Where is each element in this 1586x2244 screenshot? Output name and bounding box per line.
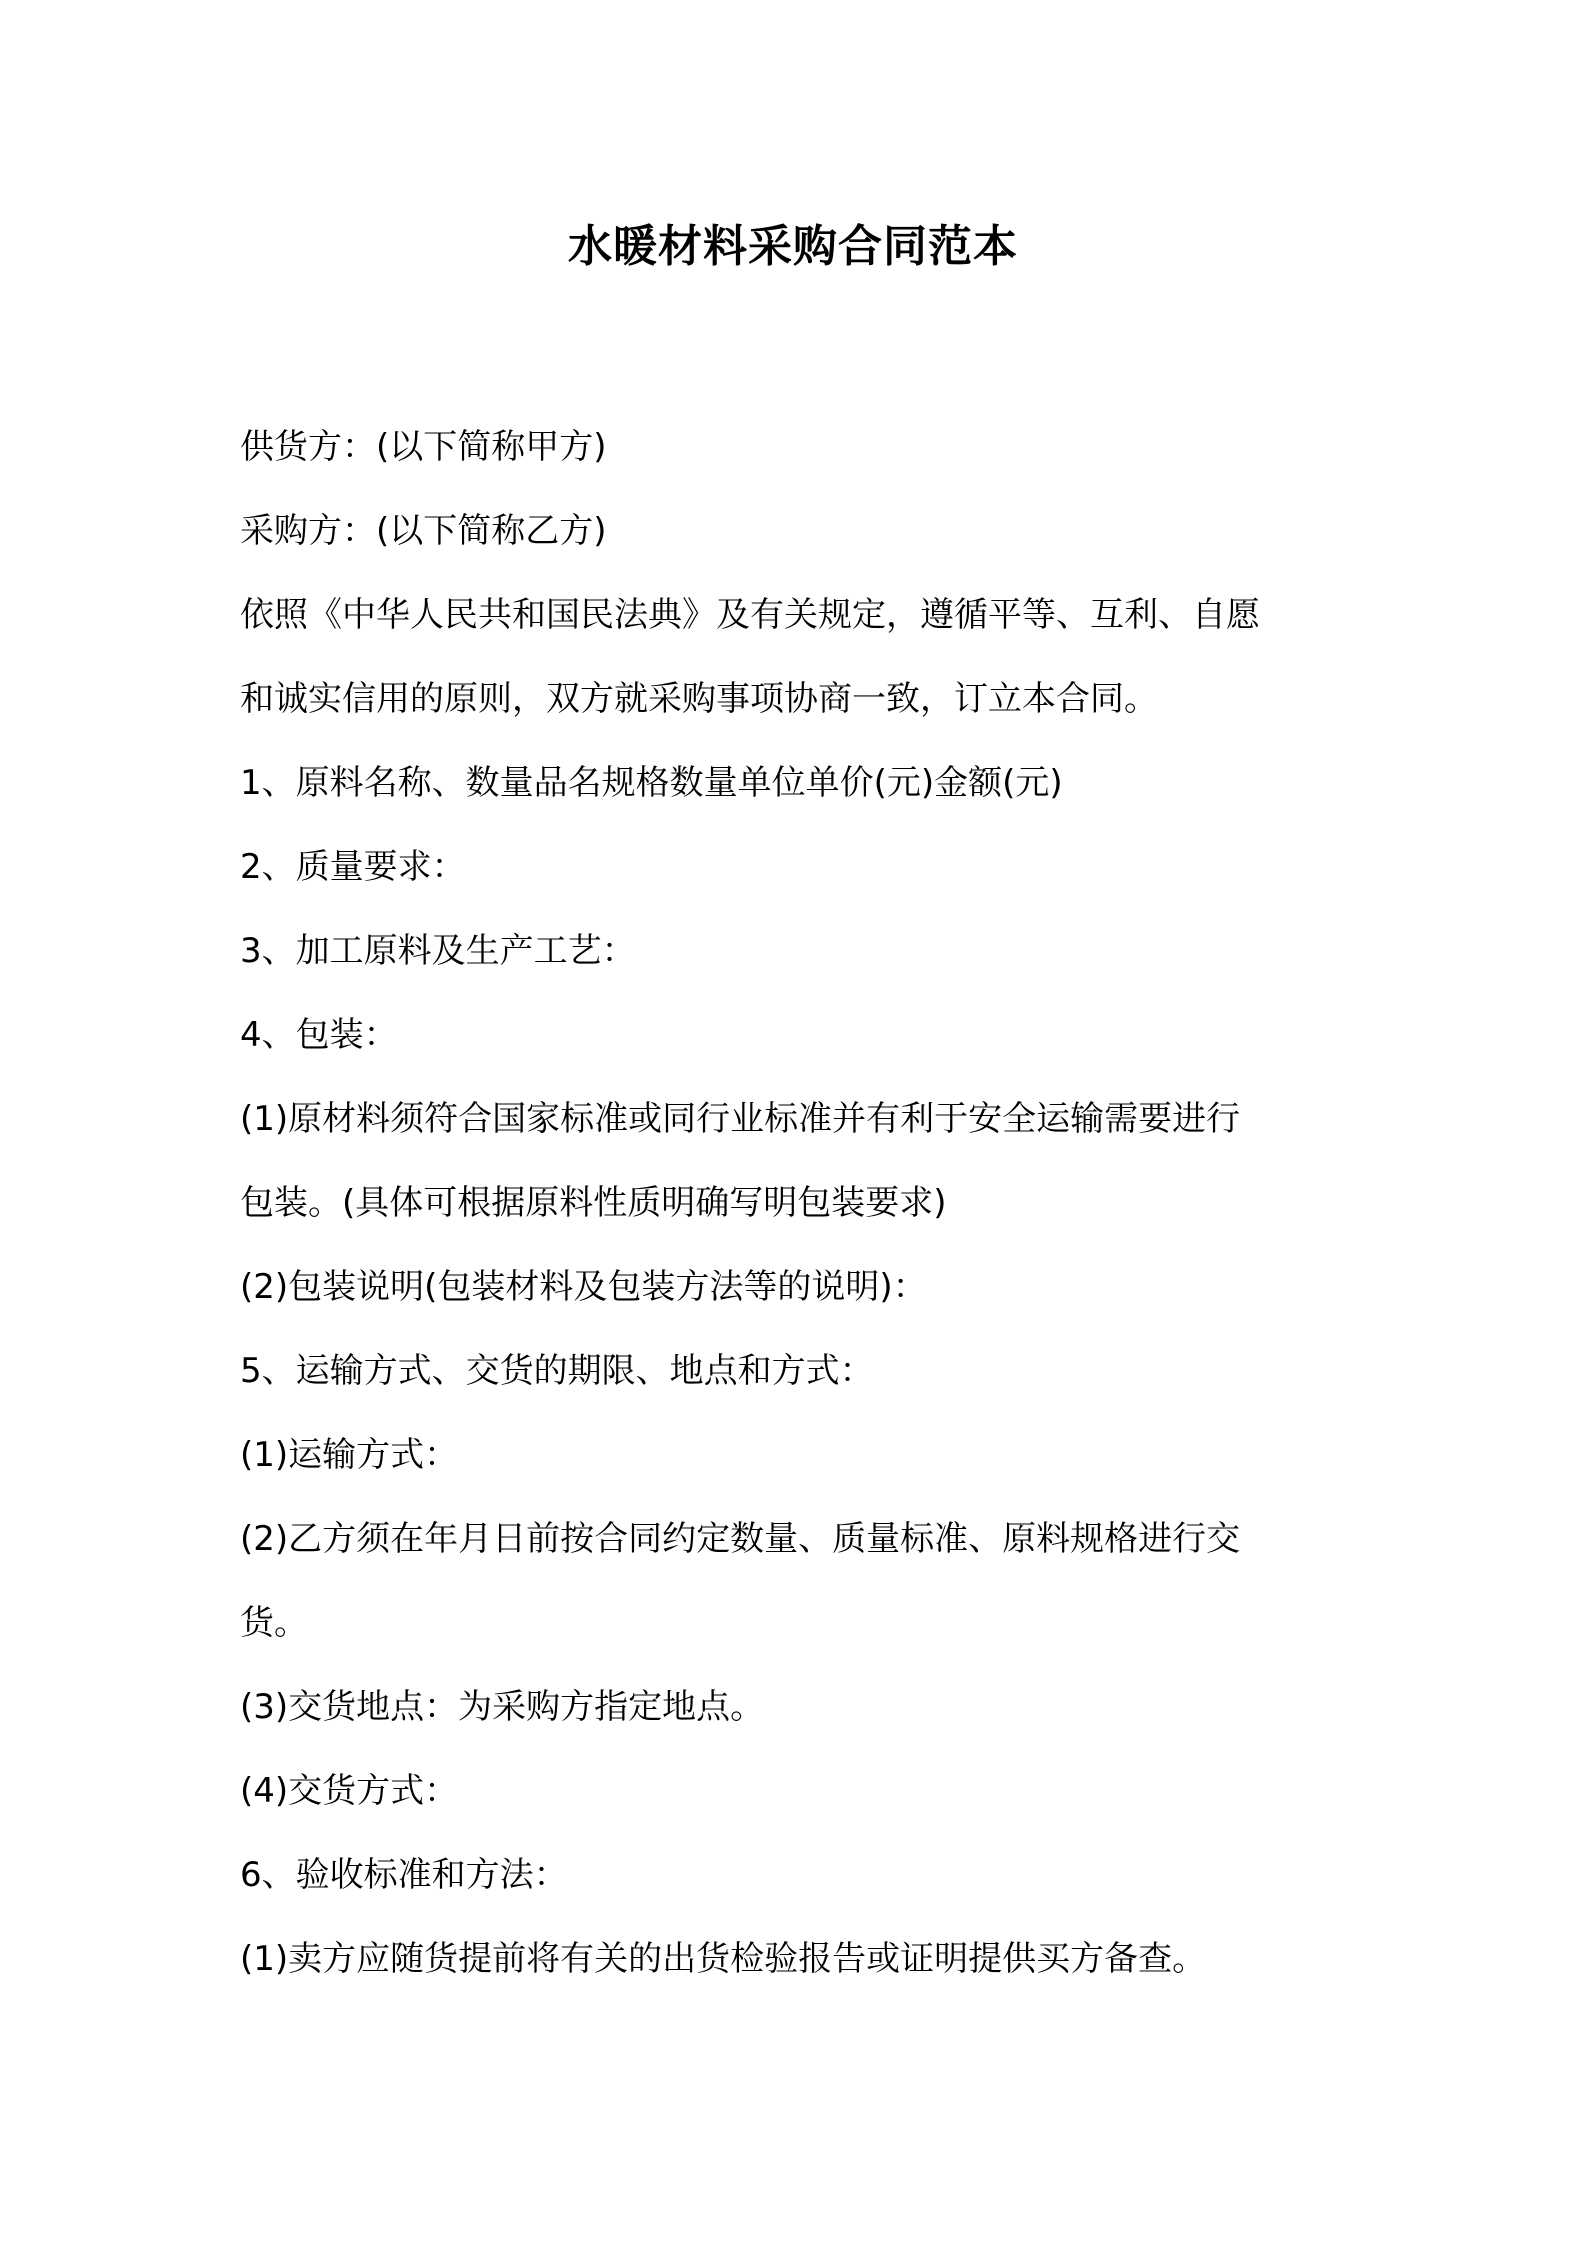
clause-4-2: (2)包装说明(包装材料及包装方法等的说明)： [240, 1267, 927, 1307]
clause-5-2-line1: (2)乙方须在年月日前按合同约定数量、质量标准、原料规格进行交 [240, 1519, 1241, 1559]
clause-5-4: (4)交货方式： [240, 1771, 459, 1811]
clause-5-transport: 5、运输方式、交货的期限、地点和方式： [240, 1351, 874, 1391]
clause-6-acceptance: 6、验收标准和方法： [240, 1855, 568, 1895]
clause-5-2-line2: 货。 [240, 1603, 308, 1643]
paragraph-supplier: 供货方：(以下简称甲方) [240, 427, 607, 467]
document-body [240, 405, 1360, 2001]
clause-4-packaging: 4、包装： [240, 1015, 398, 1055]
clause-1-materials: 1、原料名称、数量品名规格数量单位单价(元)金额(元) [240, 763, 1063, 803]
paragraph-purchaser: 采购方：(以下简称乙方) [240, 511, 607, 551]
clause-6-1: (1)卖方应随货提前将有关的出货检验报告或证明提供买方备查。 [240, 1939, 1207, 1979]
paragraph-basis-line2: 和诚实信用的原则，双方就采购事项协商一致，订立本合同。 [240, 679, 1158, 719]
clause-2-quality: 2、质量要求： [240, 847, 466, 887]
clause-3-process: 3、加工原料及生产工艺： [240, 931, 636, 971]
clause-4-1-line1: (1)原材料须符合国家标准或同行业标准并有利于安全运输需要进行 [240, 1099, 1241, 1139]
document-title: 水暖材料采购合同范本 [568, 221, 1018, 272]
clause-5-1: (1)运输方式： [240, 1435, 459, 1475]
clause-5-3: (3)交货地点：为采购方指定地点。 [240, 1687, 765, 1727]
paragraph-basis-line1: 依照《中华人民共和国民法典》及有关规定，遵循平等、互利、自愿 [240, 595, 1260, 635]
clause-4-1-line2: 包装。(具体可根据原料性质明确写明包装要求) [240, 1183, 947, 1223]
